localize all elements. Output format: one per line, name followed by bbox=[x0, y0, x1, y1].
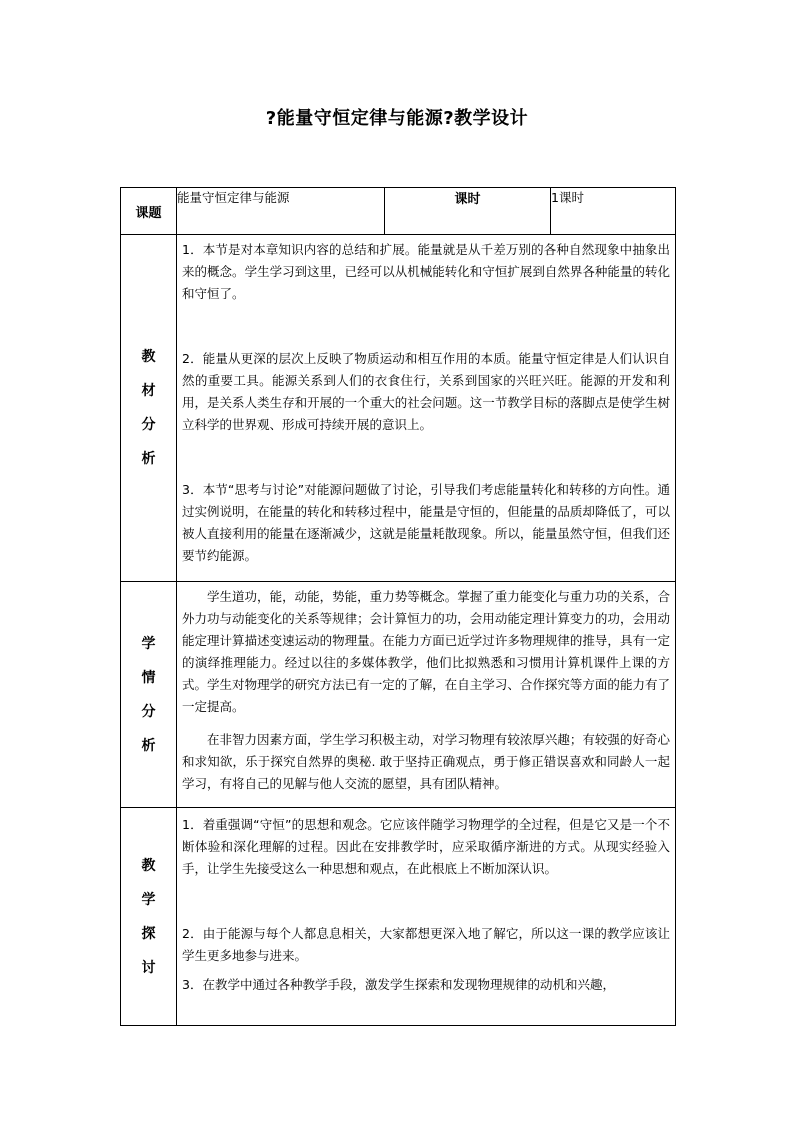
section-body-students bbox=[177, 582, 676, 808]
topic-value: 能量守恒定律与能源 bbox=[177, 190, 290, 205]
paragraph: 1．着重强调“守恒”的思想和观念。它应该伴随学习物理学的全过程，但是它又是一个不断体验和深化理解的过程。因此在安排教学时，应采取循序渐进的方式。从现实经验入手，让学生先接受这么一种思想和观点，在此根底上不断加深认识。 bbox=[182, 817, 670, 876]
paragraph: 3．本节“思考与讨论”对能源问题做了讨论，引导我们考虑能量转化和转移的方向性。通过实例说明，在能量的转化和转移过程中，能量是守恒的，但能量的品质却降低了，可以被人直接利用的能量在逐渐减少，这就是能量耗散现象。所以，能量虽然守恒，但我们还要节约能源。 bbox=[182, 482, 670, 563]
topic-label: 课题 bbox=[135, 205, 162, 221]
section-row-materials bbox=[121, 235, 676, 582]
section-body-materials bbox=[177, 235, 676, 582]
section-label-teaching: 教 学 探 讨 bbox=[121, 808, 177, 1026]
section-body-teaching bbox=[177, 808, 676, 1026]
period-label: 课时 bbox=[454, 192, 481, 207]
section-label-students: 学 情 分 析 bbox=[121, 582, 177, 808]
document-title: ?能量守恒定律与能源?教学设计 bbox=[265, 108, 529, 129]
header-row bbox=[121, 188, 676, 235]
section-row-teaching bbox=[121, 808, 676, 1026]
paragraph: 在非智力因素方面，学生学习积极主动，对学习物理有较浓厚兴趣；有较强的好奇心和求知欲，乐于探究自然界的奥秘. 敢于坚持正确观点，勇于修正错误喜欢和同龄人一起学习，有将自己的见解与他人交流的愿望，具有团队精神。 bbox=[182, 732, 670, 791]
section-row-students bbox=[121, 582, 676, 808]
lesson-plan-table bbox=[120, 187, 676, 1026]
paragraph: 学生道功，能，动能，势能，重力势等概念。掌握了重力能变化与重力功的关系，合外力功与动能变化的关系等规律；会计算恒力的功，会用动能定理计算变力的功，会用动能定理计算描述变速运动的物理量。在能力方面已近学过许多物理规律的推导，具有一定的演绎推理能力。经过以往的多媒体教学，他们比拟熟悉和习惯用计算机课件上课的方式。学生对物理学的研究方法已有一定的了解，在自主学习、合作探究等方面的能力有了一定提高。 bbox=[182, 589, 670, 714]
period-value: 1课时 bbox=[551, 190, 584, 205]
paragraph: 2．由于能源与每个人都息息相关，大家都想更深入地了解它，所以这一课的教学应该让学生更多地参与进来。 bbox=[182, 926, 670, 963]
period-label-cell bbox=[385, 188, 551, 235]
section-label-materials: 教 材 分 析 bbox=[121, 235, 177, 582]
period-value-cell bbox=[551, 188, 676, 235]
paragraph: 3．在教学中通过各种教学手段，激发学生探索和发现物理规律的动机和兴趣， bbox=[182, 977, 615, 992]
paragraph: 1．本节是对本章知识内容的总结和扩展。能量就是从千差万别的各种自然现象中抽象出来的概念。学生学习到这里，已经可以从机械能转化和守恒扩展到自然界各种能量的转化和守恒了。 bbox=[182, 242, 670, 301]
topic-label-cell bbox=[121, 188, 177, 235]
topic-value-cell bbox=[177, 188, 385, 235]
paragraph: 2．能量从更深的层次上反映了物质运动和相互作用的本质。能量守恒定律是人们认识自然的重要工具。能源关系到人们的衣食住行，关系到国家的兴旺兴旺。能源的开发和利用，是关系人类生存和开展的一个重大的社会问题。这一节教学目标的落脚点是使学生树立科学的世界观、形成可持续开展的意识上。 bbox=[182, 351, 670, 432]
